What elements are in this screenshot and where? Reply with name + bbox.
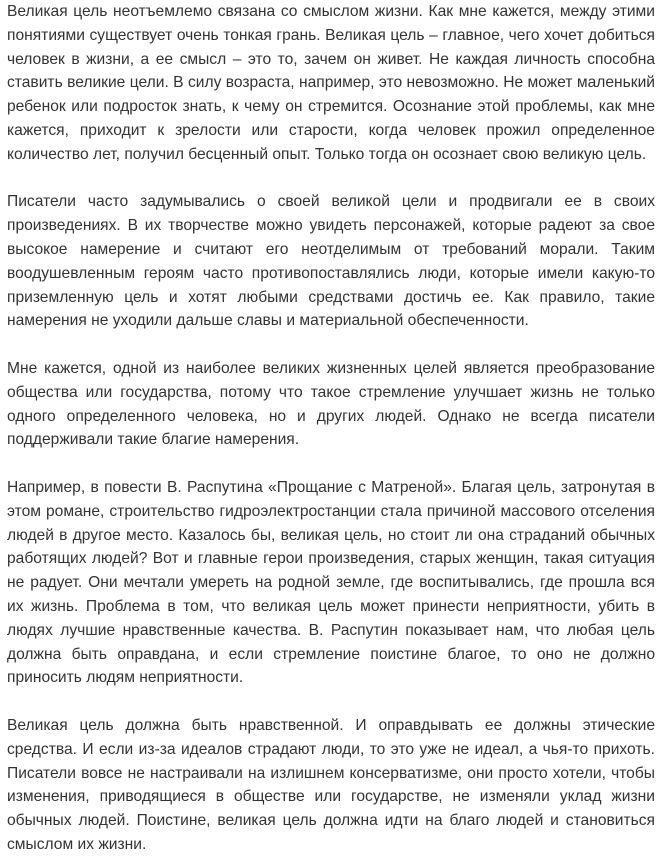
paragraph-4: Например, в повести В. Распутина «Прощание с Матреной». Благая цель, затронутая в этом романе, строительство гидроэлектростанции стала причиной массового отселения людей в другое место. Казалось бы, великая цель, но стоит ли она страданий обычных работящих людей? Вот и главные герои произведения, старых женщин, такая ситуация не радует. Они мечтали умереть на родной земле, где воспитывались, где прошла вся их жизнь. Проблема в том, что великая цель может принести неприятности, убить в людях лучшие нравственные качества. В. Распутин показывает нам, что любая цель должна быть оправдана, и если стремление поистине благое, то оно не должно приносить людям неприятности.	[7, 478, 655, 687]
paragraph-2: Писатели часто задумывались о своей великой цели и продвигали ее в своих произведениях. В их творчестве можно увидеть персонажей, которые радеют за свое высокое намерение и считают его неотделимым от требований морали. Таким воодушевленным героям часто противопоставлялись люди, которые имели какую-то приземленную цель и хотят любыми средствами достичь ее. Как правило, такие намерения не уходили дальше славы и материальной обеспеченности.	[7, 193, 655, 330]
paragraph-3: Мне кажется, одной из наиболее великих жизненных целей является преобразование общества или государства, потому что такое стремление улучшает жизнь не только одного определенного человека, но и других людей. Однако не всегда писатели поддерживали такие благие намерения.	[7, 359, 655, 449]
paragraph-5: Великая цель должна быть нравственной. И оправдывать ее должны этические средства. И если из-за идеалов страдают люди, то это уже не идеал, а чья-то прихоть. Писатели вовсе не настраивали на излишнем консерватизме, они просто хотели, чтобы изменения, приводящиеся в обществе или государстве, не изменяли уклад жизни обычных людей. Поистине, великая цель должна идти на благо людей и становиться смыслом их жизни.	[7, 716, 655, 853]
paragraph-1: Великая цель неотъемлемо связана со смыслом жизни. Как мне кажется, между этими понятиями существует очень тонкая грань. Великая цель – главное, чего хочет добиться человек в жизни, а ее смысл – это то, зачем он живет. Не каждая личность способна ставить великие цели. В силу возраста, например, это невозможно. Не может маленький ребенок или подросток знать, к чему он стремится. Осознание этой проблемы, как мне кажется, приходит к зрелости или старости, когда человек прожил определенное количество лет, получил бесценный опыт. Только тогда он осознает свою великую цель.	[7, 3, 655, 163]
